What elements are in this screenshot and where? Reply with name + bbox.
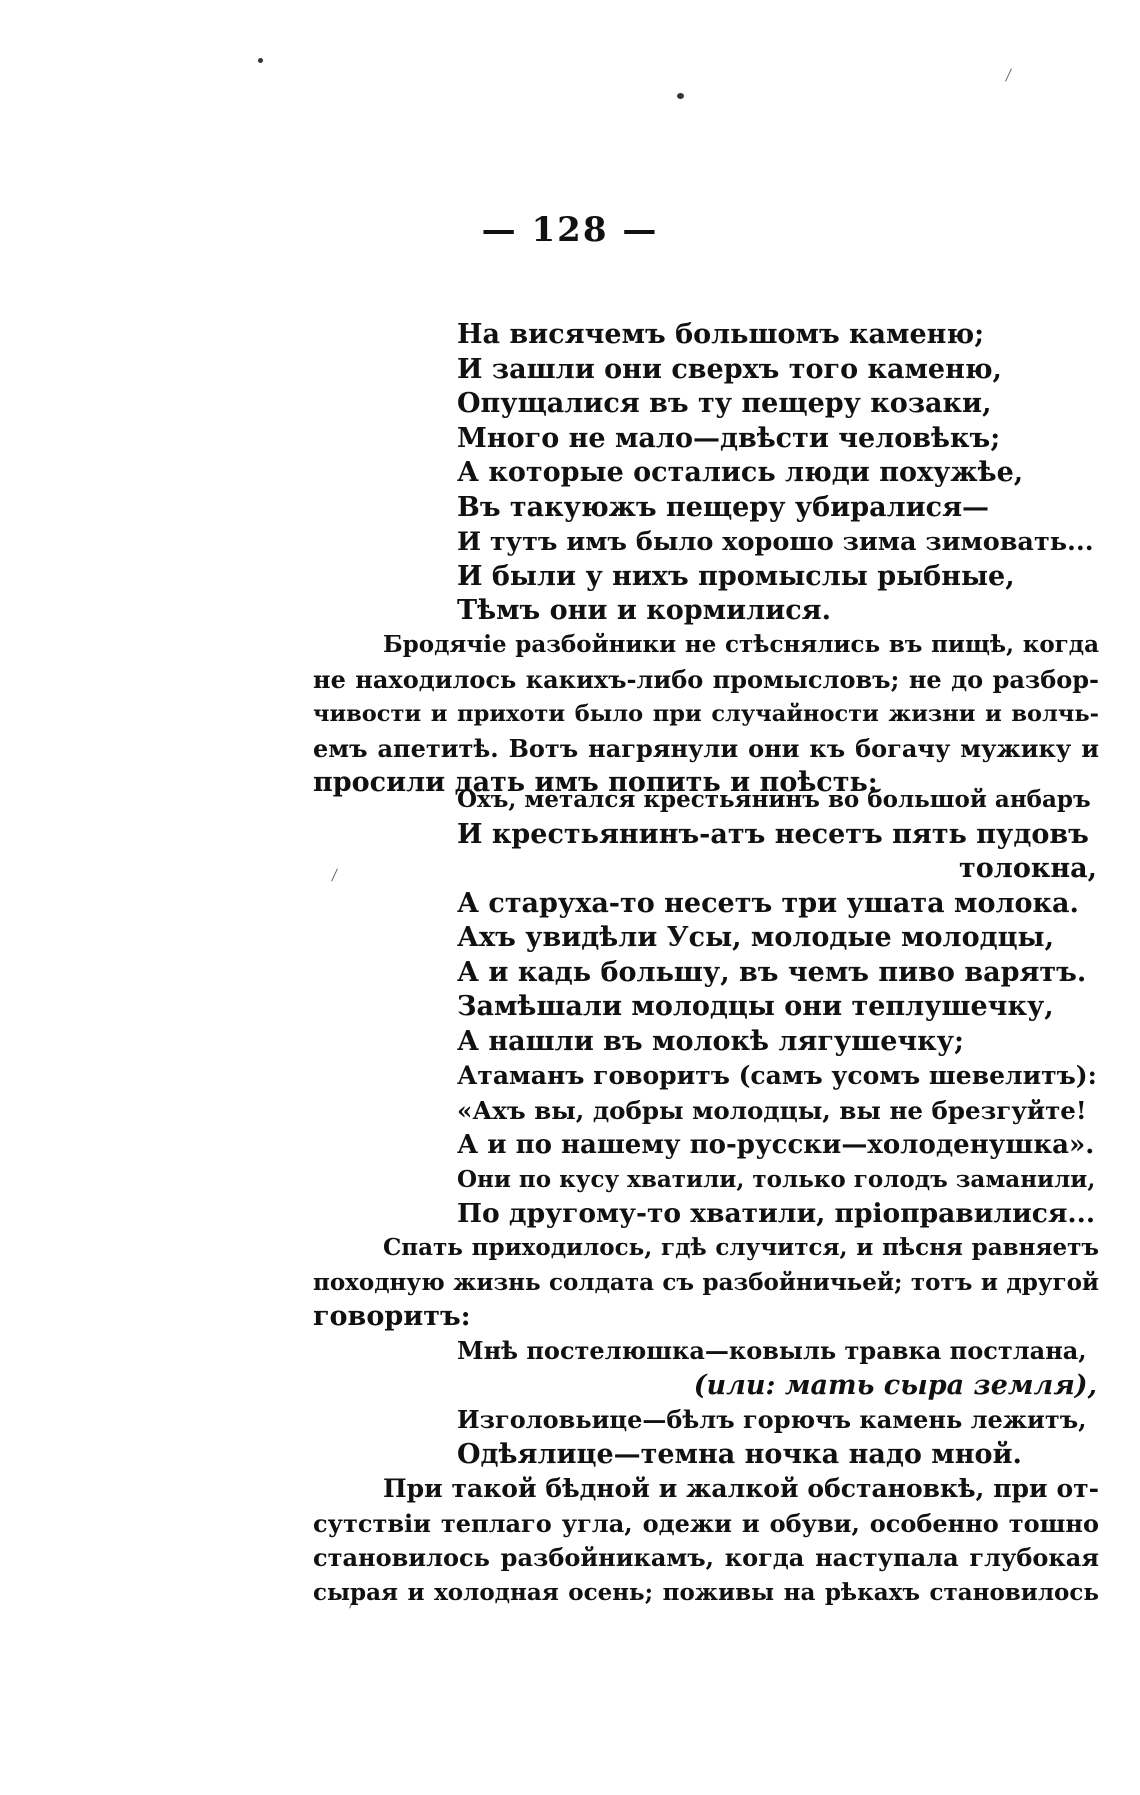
paragraph-1 [313, 628, 1099, 801]
prose-line: говоритъ: [313, 1301, 471, 1332]
verse-line: Опущалися въ ту пещеру козаки, [457, 388, 992, 419]
verse-line: Атаманъ говоритъ (самъ усомъ шевелитъ): [457, 1061, 1097, 1090]
verse-line: Много не мало—двѣсти человѣкъ; [457, 422, 1001, 454]
prose-line: При такой бѣдной и жалкой обстановкѣ, при от- [383, 1474, 1099, 1503]
verse-line: Тѣмъ они и кормилися. [457, 595, 831, 626]
verse-line: А и кадь большу, въ чемъ пиво варятъ. [457, 956, 1087, 988]
verse-line: И были у нихъ промыслы рыбные, [457, 560, 1015, 592]
verse-line: А которые остались люди похужѣе, [457, 457, 1024, 488]
verse-block-2 [457, 783, 1097, 1232]
verse-line: Они по кусу хватили, только голодъ заманили, [457, 1165, 1096, 1193]
prose-line: емъ апетитѣ. Вотъ нагрянули они къ богачу мужику и [313, 733, 1099, 763]
prose-line: походную жизнь солдата съ разбойничьей; тотъ и другой [313, 1268, 1099, 1296]
verse-line: А и по нашему по-русски—холоденушка». [457, 1130, 1095, 1160]
verse-line: «Ахъ вы, добры молодцы, вы не брезгуйте! [457, 1095, 1087, 1125]
prose-line: Бродячіе разбойники не стѣснялись въ пищѣ, когда [383, 631, 1099, 658]
prose-line: становилось разбойникамъ, когда наступала глубокая [313, 1543, 1099, 1572]
verse-line: Мнѣ постелюшка—ковыль травка постлана, [457, 1336, 1087, 1365]
verse-line: По другому-то хватили, пріоправилися... [457, 1198, 1096, 1229]
prose-line: сутствіи теплаго угла, одежи и обуви, особенно тошно [313, 1508, 1099, 1538]
verse-line: Ахъ увидѣли Усы, молодые молодцы, [457, 922, 1054, 953]
page-number: — 128 — [481, 210, 659, 250]
verse-line: Одѣялице—темна ночка надо мной. [457, 1438, 1022, 1470]
prose-line: Спать приходилось, гдѣ случится, и пѣсня равняетъ [383, 1234, 1099, 1261]
verse-block-3 [457, 1334, 1097, 1472]
prose-line: чивости и прихоти было при случайности жизни и волчь- [313, 701, 1099, 727]
prose-line: просили дать имъ попить и поѣсть: [313, 767, 878, 798]
verse-line: И крестьянинъ-атъ несетъ пять пудовъ [457, 818, 1089, 850]
prose-line: сырая и холодная осень; поживы на рѣкахъ становилось [313, 1578, 1099, 1606]
verse-line: А старуха-то несетъ три ушата молока. [457, 887, 1079, 919]
verse-line: Изголовьице—бѣлъ горючъ камень лежитъ, [457, 1405, 1087, 1434]
verse-block-1 [457, 318, 1097, 629]
verse-line: На висячемъ большомъ каменю; [457, 319, 985, 350]
paragraph-2 [313, 1231, 1099, 1335]
verse-line: И зашли они сверхъ того каменю, [457, 353, 1002, 385]
prose-line: не находилось какихъ-либо промысловъ; не до разбор- [313, 664, 1099, 694]
verse-line-continuation: толокна, [959, 853, 1097, 884]
verse-line: Замѣшали молодцы они теплушечку, [457, 991, 1054, 1022]
paragraph-3 [313, 1472, 1099, 1610]
verse-line-variant: (или: мать сыра земля), [693, 1369, 1097, 1401]
verse-line: А нашли въ молокѣ лягушечку; [457, 1025, 964, 1057]
scan-speck [258, 58, 263, 63]
scan-mark [331, 868, 338, 881]
verse-line: И тутъ имъ было хорошо зима зимовать... [457, 527, 1094, 557]
verse-line: Въ такуюжъ пещеру убиралися— [457, 491, 990, 523]
verse-line: Охъ, метался крестьянинъ во большой анбаръ [457, 786, 1091, 813]
scan-mark [1005, 68, 1012, 81]
scan-speck [677, 93, 684, 99]
